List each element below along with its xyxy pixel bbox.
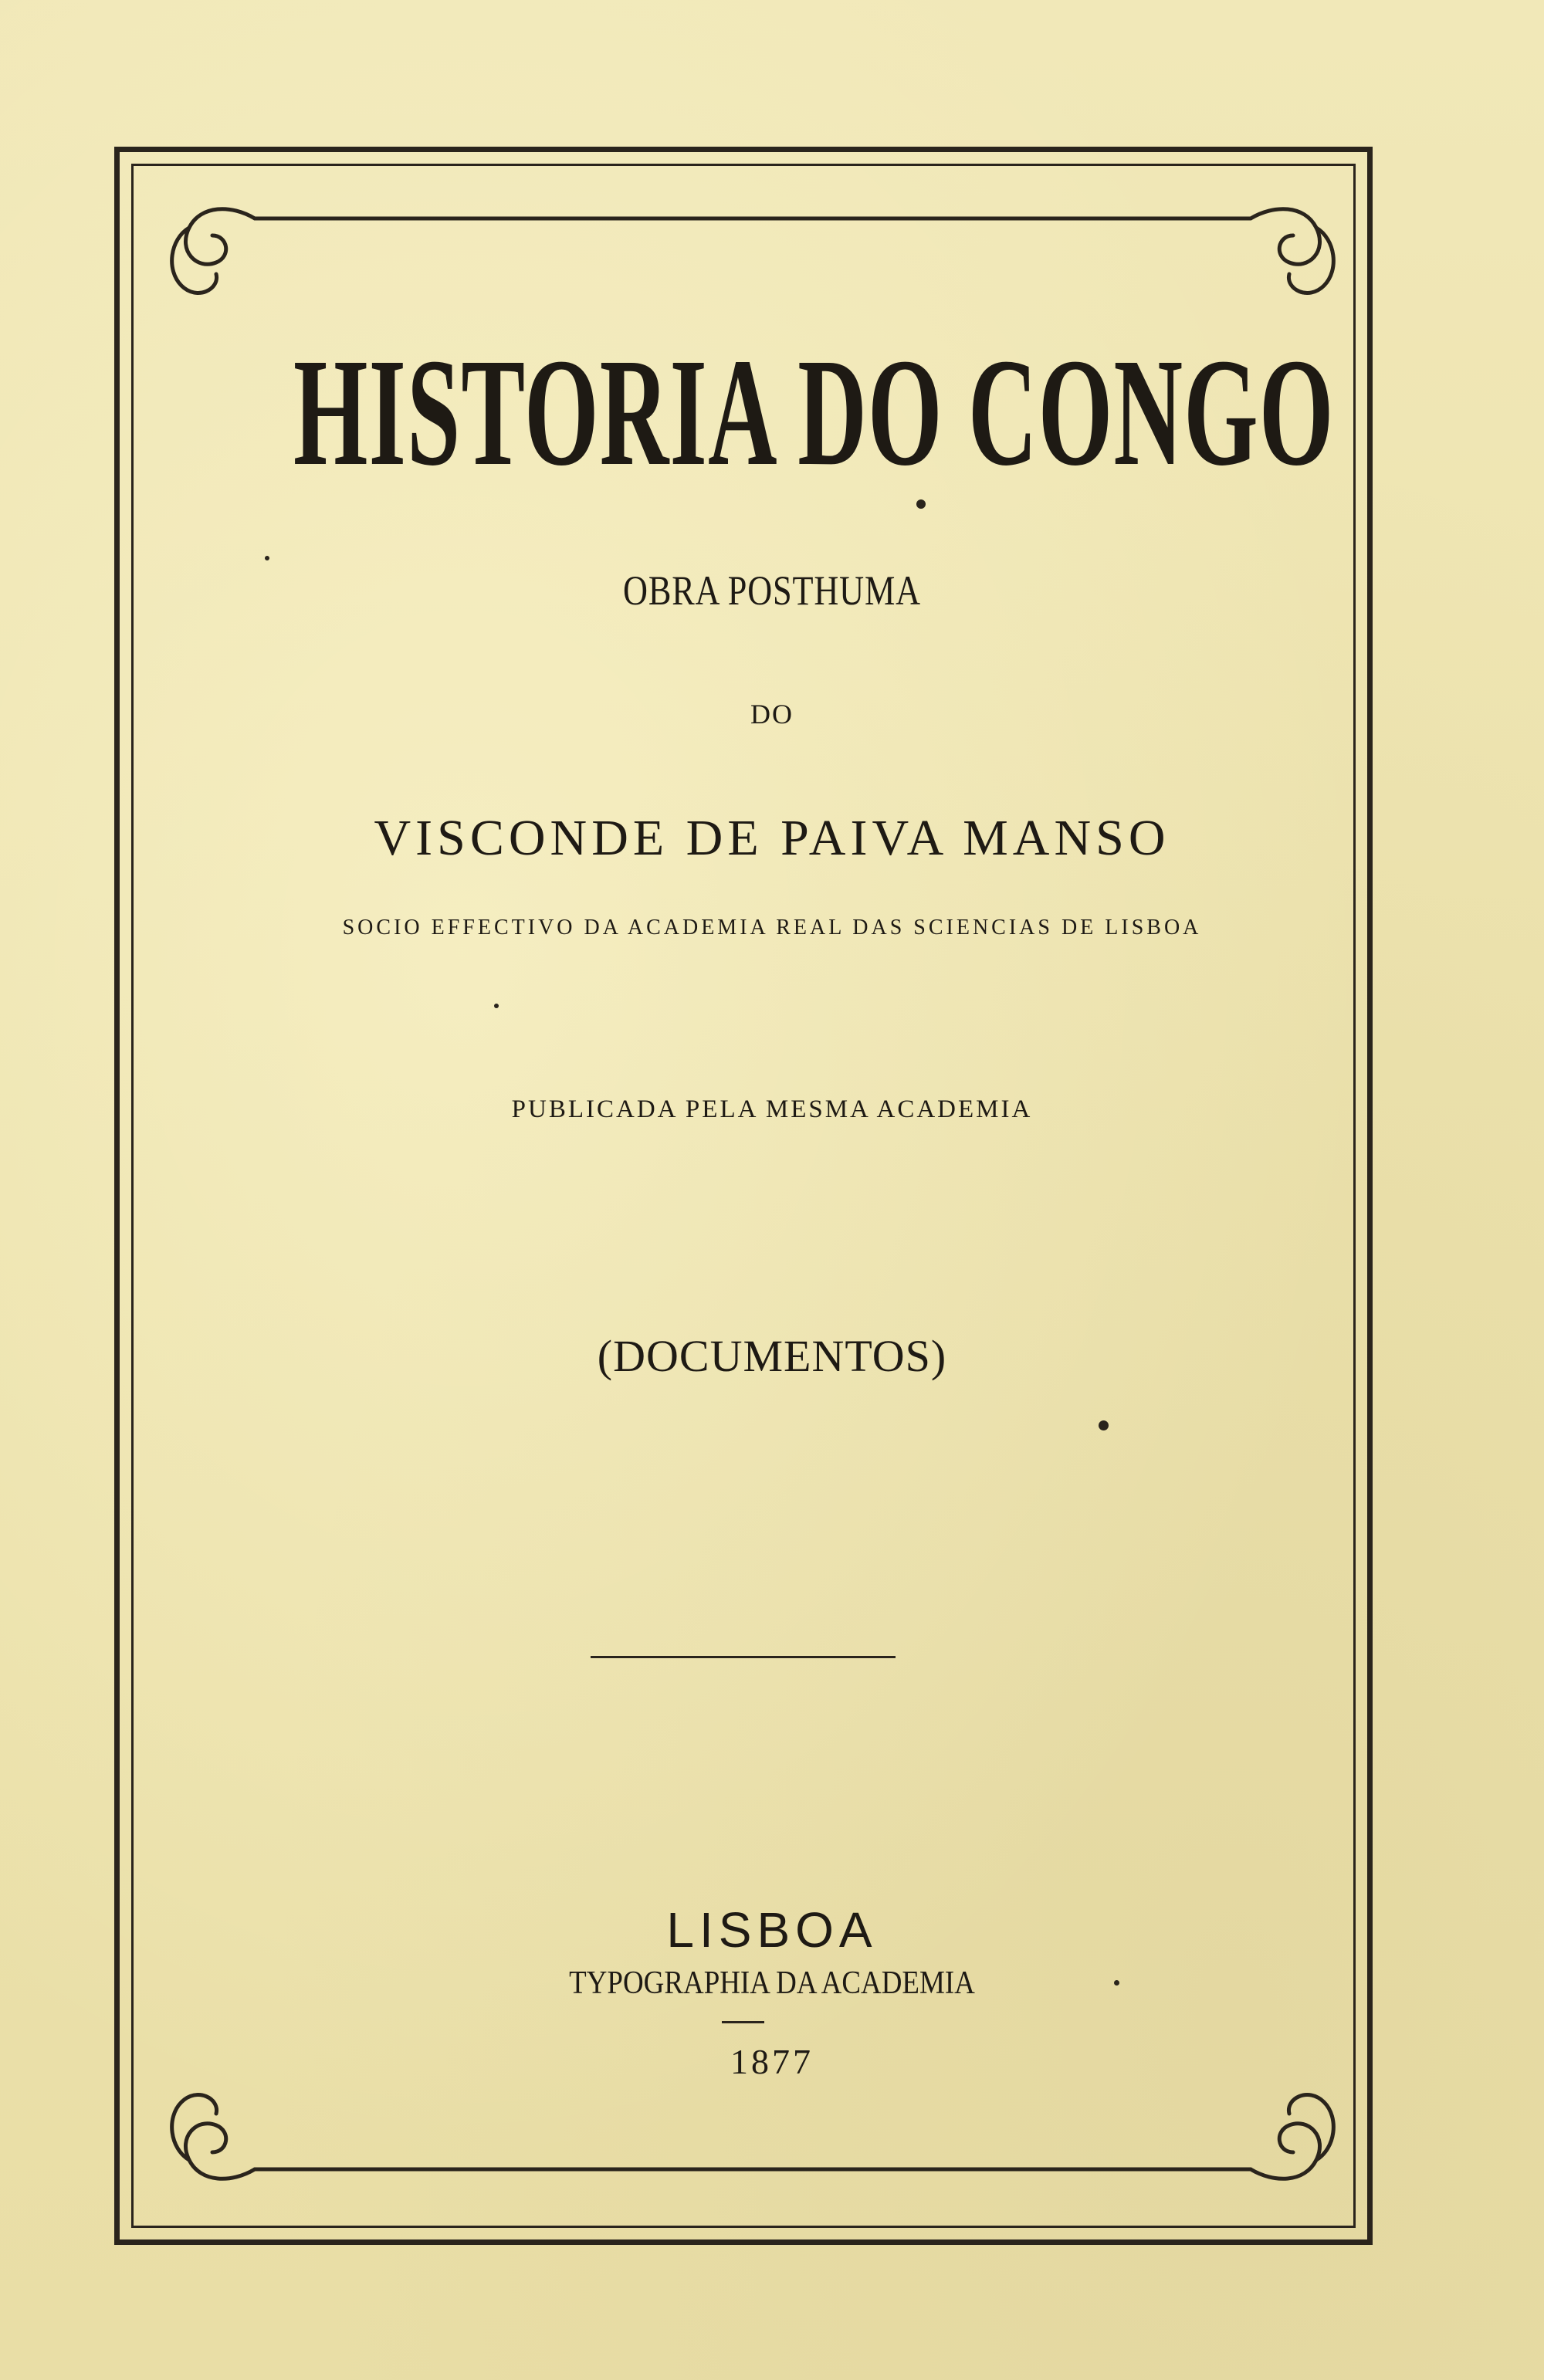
section-label: (DOCUMENTOS) xyxy=(597,1331,947,1381)
imprint-press: TYPOGRAPHIA DA ACADEMIA xyxy=(569,1965,975,2001)
imprint-city: LISBOA xyxy=(666,1902,878,1958)
page-title: HISTORIA DO CONGO xyxy=(293,327,1335,498)
ink-speck xyxy=(1114,1980,1119,1986)
publisher-note: PUBLICADA PELA MESMA ACADEMIA xyxy=(511,1095,1033,1123)
ink-speck xyxy=(916,499,926,509)
author-affiliation: SOCIO EFFECTIVO DA ACADEMIA REAL DAS SCIENCIAS DE LISBOA xyxy=(342,916,1202,939)
ink-speck xyxy=(494,1004,499,1008)
subtitle: OBRA POSTHUMA xyxy=(623,567,921,614)
top-right-flourish-ornament xyxy=(1251,209,1333,293)
connector-word: DO xyxy=(750,699,794,730)
ink-speck xyxy=(265,556,269,560)
divider-rule xyxy=(591,1656,896,1658)
imprint-year: 1877 xyxy=(730,2042,814,2081)
ink-speck xyxy=(1099,1420,1109,1430)
short-divider-rule xyxy=(722,2021,764,2023)
bottom-right-flourish-ornament xyxy=(1251,2095,1333,2179)
author-name: VISCONDE DE PAIVA MANSO xyxy=(374,810,1170,866)
top-left-flourish-ornament xyxy=(172,209,1251,293)
bottom-left-flourish-ornament xyxy=(172,2095,1251,2179)
